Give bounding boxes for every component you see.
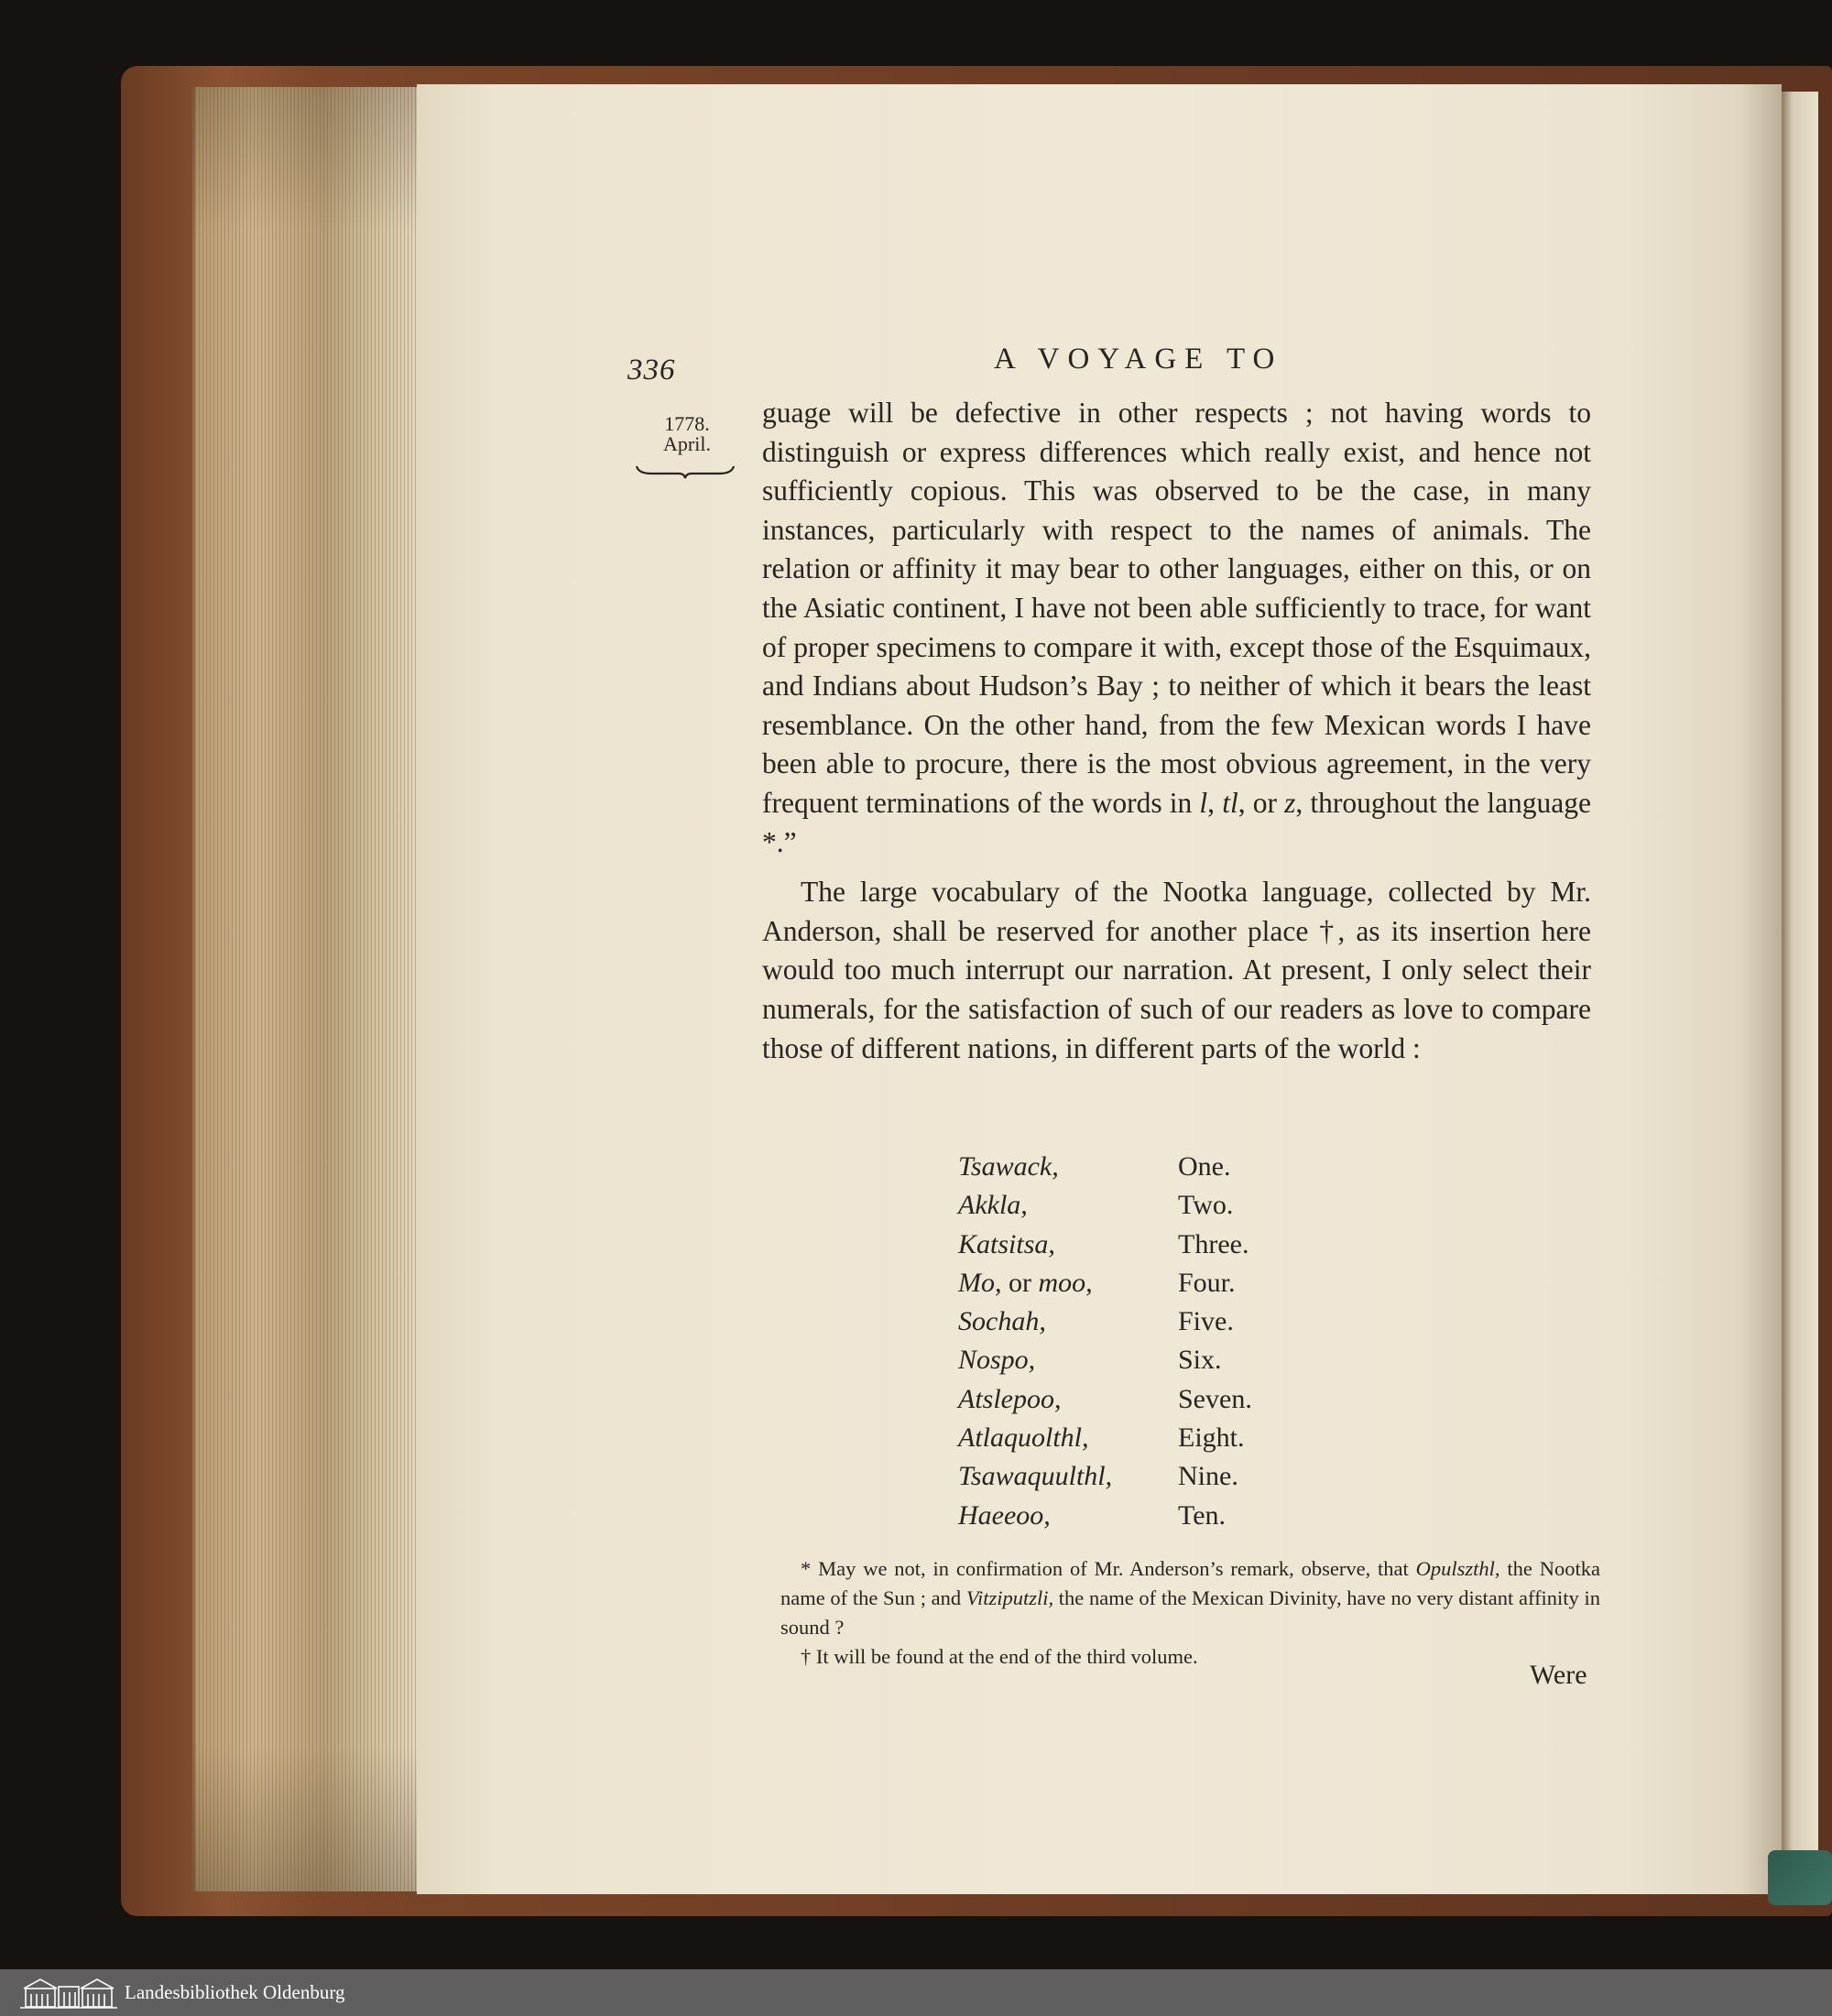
numeral-word: Katsitsa, (958, 1228, 1055, 1259)
numeral-gloss: Seven. (1178, 1383, 1252, 1414)
numeral-row-3 (958, 1226, 1343, 1264)
numeral-word: Tsawaquulthl, (958, 1461, 1113, 1492)
paragraph-1-text: guage will be defective in other respects ; not having words to distinguish or express differences which really exist, and hence not sufficiently copious. This was observed to be the case, in many instances, particularly with respect to the names of animals. The relation or affinity it may bear to other languages, either on this, or on the Asiatic continent, I have not been able sufficiently to trace, for want of proper specimens to compare it with, except those of the Esquimaux, and Indians about Hudson’s Bay ; to neither of which it bears the least resemblance. On the other hand, from the few Mexican words I have been able to procure, there is the most obvious agreement, in the very frequent terminations of the words in (762, 397, 1591, 819)
sep-1: , (1207, 786, 1223, 819)
numeral-gloss: Two. (1178, 1190, 1234, 1221)
footnote-1-term-2: Vitziputzli, (965, 1586, 1054, 1609)
paragraph-1 (762, 394, 1591, 862)
numeral-gloss: One. (1178, 1151, 1231, 1182)
numeral-row-6 (958, 1341, 1343, 1379)
footnote-1-a: * May we not, in confirmation of Mr. Anderson’s remark, observe, that (801, 1557, 1409, 1580)
margin-brace-icon (635, 463, 736, 479)
numeral-row-4 (958, 1264, 1343, 1302)
numeral-word-or: or (1001, 1267, 1039, 1298)
margin-month: April. (663, 432, 711, 455)
numeral-gloss: Five. (1178, 1306, 1234, 1337)
footer-bar (0, 1969, 1832, 2016)
body-text (762, 394, 1591, 1068)
numeral-word: Haeeoo, (958, 1499, 1051, 1531)
sep-2: , or (1238, 786, 1285, 819)
footnotes (780, 1554, 1600, 1672)
numeral-word (958, 1264, 1178, 1302)
numeral-row-5 (958, 1302, 1343, 1341)
numeral-gloss: Ten. (1178, 1499, 1227, 1531)
numeral-row-10 (958, 1497, 1343, 1535)
paragraph-1-end: , throughout the language *.” (762, 786, 1592, 858)
numeral-word-a: Mo, (958, 1267, 1002, 1298)
numeral-row-2 (958, 1186, 1343, 1225)
numeral-word: Sochah, (958, 1306, 1046, 1337)
numeral-gloss: Six. (1178, 1345, 1222, 1376)
numeral-row-9 (958, 1457, 1343, 1496)
numeral-word-b: moo, (1038, 1267, 1093, 1298)
footnote-1 (780, 1554, 1600, 1642)
footer-label: Landesbibliothek Oldenburg (125, 1981, 345, 2003)
numeral-gloss: Eight. (1178, 1422, 1245, 1454)
page-number: 336 (627, 354, 676, 387)
numeral-gloss: Three. (1178, 1228, 1249, 1259)
footnote-2: † It will be found at the end of the third volume. (801, 1645, 1198, 1668)
numeral-gloss: Nine. (1178, 1461, 1238, 1492)
numeral-word: Tsawack, (958, 1151, 1059, 1182)
running-head: A VOYAGE TO (994, 343, 1283, 376)
library-building-icon (18, 1976, 119, 2011)
numeral-row-7 (958, 1380, 1343, 1419)
catchword: Were (1530, 1660, 1587, 1690)
numerals-list (958, 1148, 1343, 1535)
next-page-edge (1782, 92, 1818, 1891)
margin-year: 1778. (664, 412, 710, 435)
numeral-gloss: Four. (1178, 1267, 1236, 1298)
footnote-1-term-1: Opulszthl, (1415, 1557, 1500, 1580)
numeral-row-1 (958, 1148, 1343, 1186)
numeral-word: Atlaquolthl, (958, 1422, 1089, 1454)
spine-shadow (1740, 84, 1784, 1894)
ending-tl: tl (1222, 786, 1238, 819)
ending-z: z (1284, 786, 1296, 819)
numeral-row-8 (958, 1419, 1343, 1457)
page-edges-shadow (192, 87, 426, 1891)
ending-l: l (1199, 786, 1208, 819)
footnote-1-c: the name of the Mexican Divinity, have no very distant affinity in sound ? (780, 1586, 1601, 1639)
numeral-word: Nospo, (958, 1345, 1036, 1376)
margin-date-note (641, 414, 733, 454)
paragraph-2: The large vocabulary of the Nootka language, collected by Mr. Anderson, shall be reserved for another place †, as its insertion here would too much interrupt our narration. At present, I only select their numerals, for the satisfaction of such of our readers as love to compare those of different nations, in different parts of the world : (762, 876, 1591, 1064)
footnote-1-b: the Nootka name of the Sun ; and (780, 1557, 1600, 1609)
numeral-word: Akkla, (958, 1190, 1028, 1221)
numeral-word: Atslepoo, (958, 1383, 1062, 1414)
book-clip (1768, 1850, 1832, 1905)
